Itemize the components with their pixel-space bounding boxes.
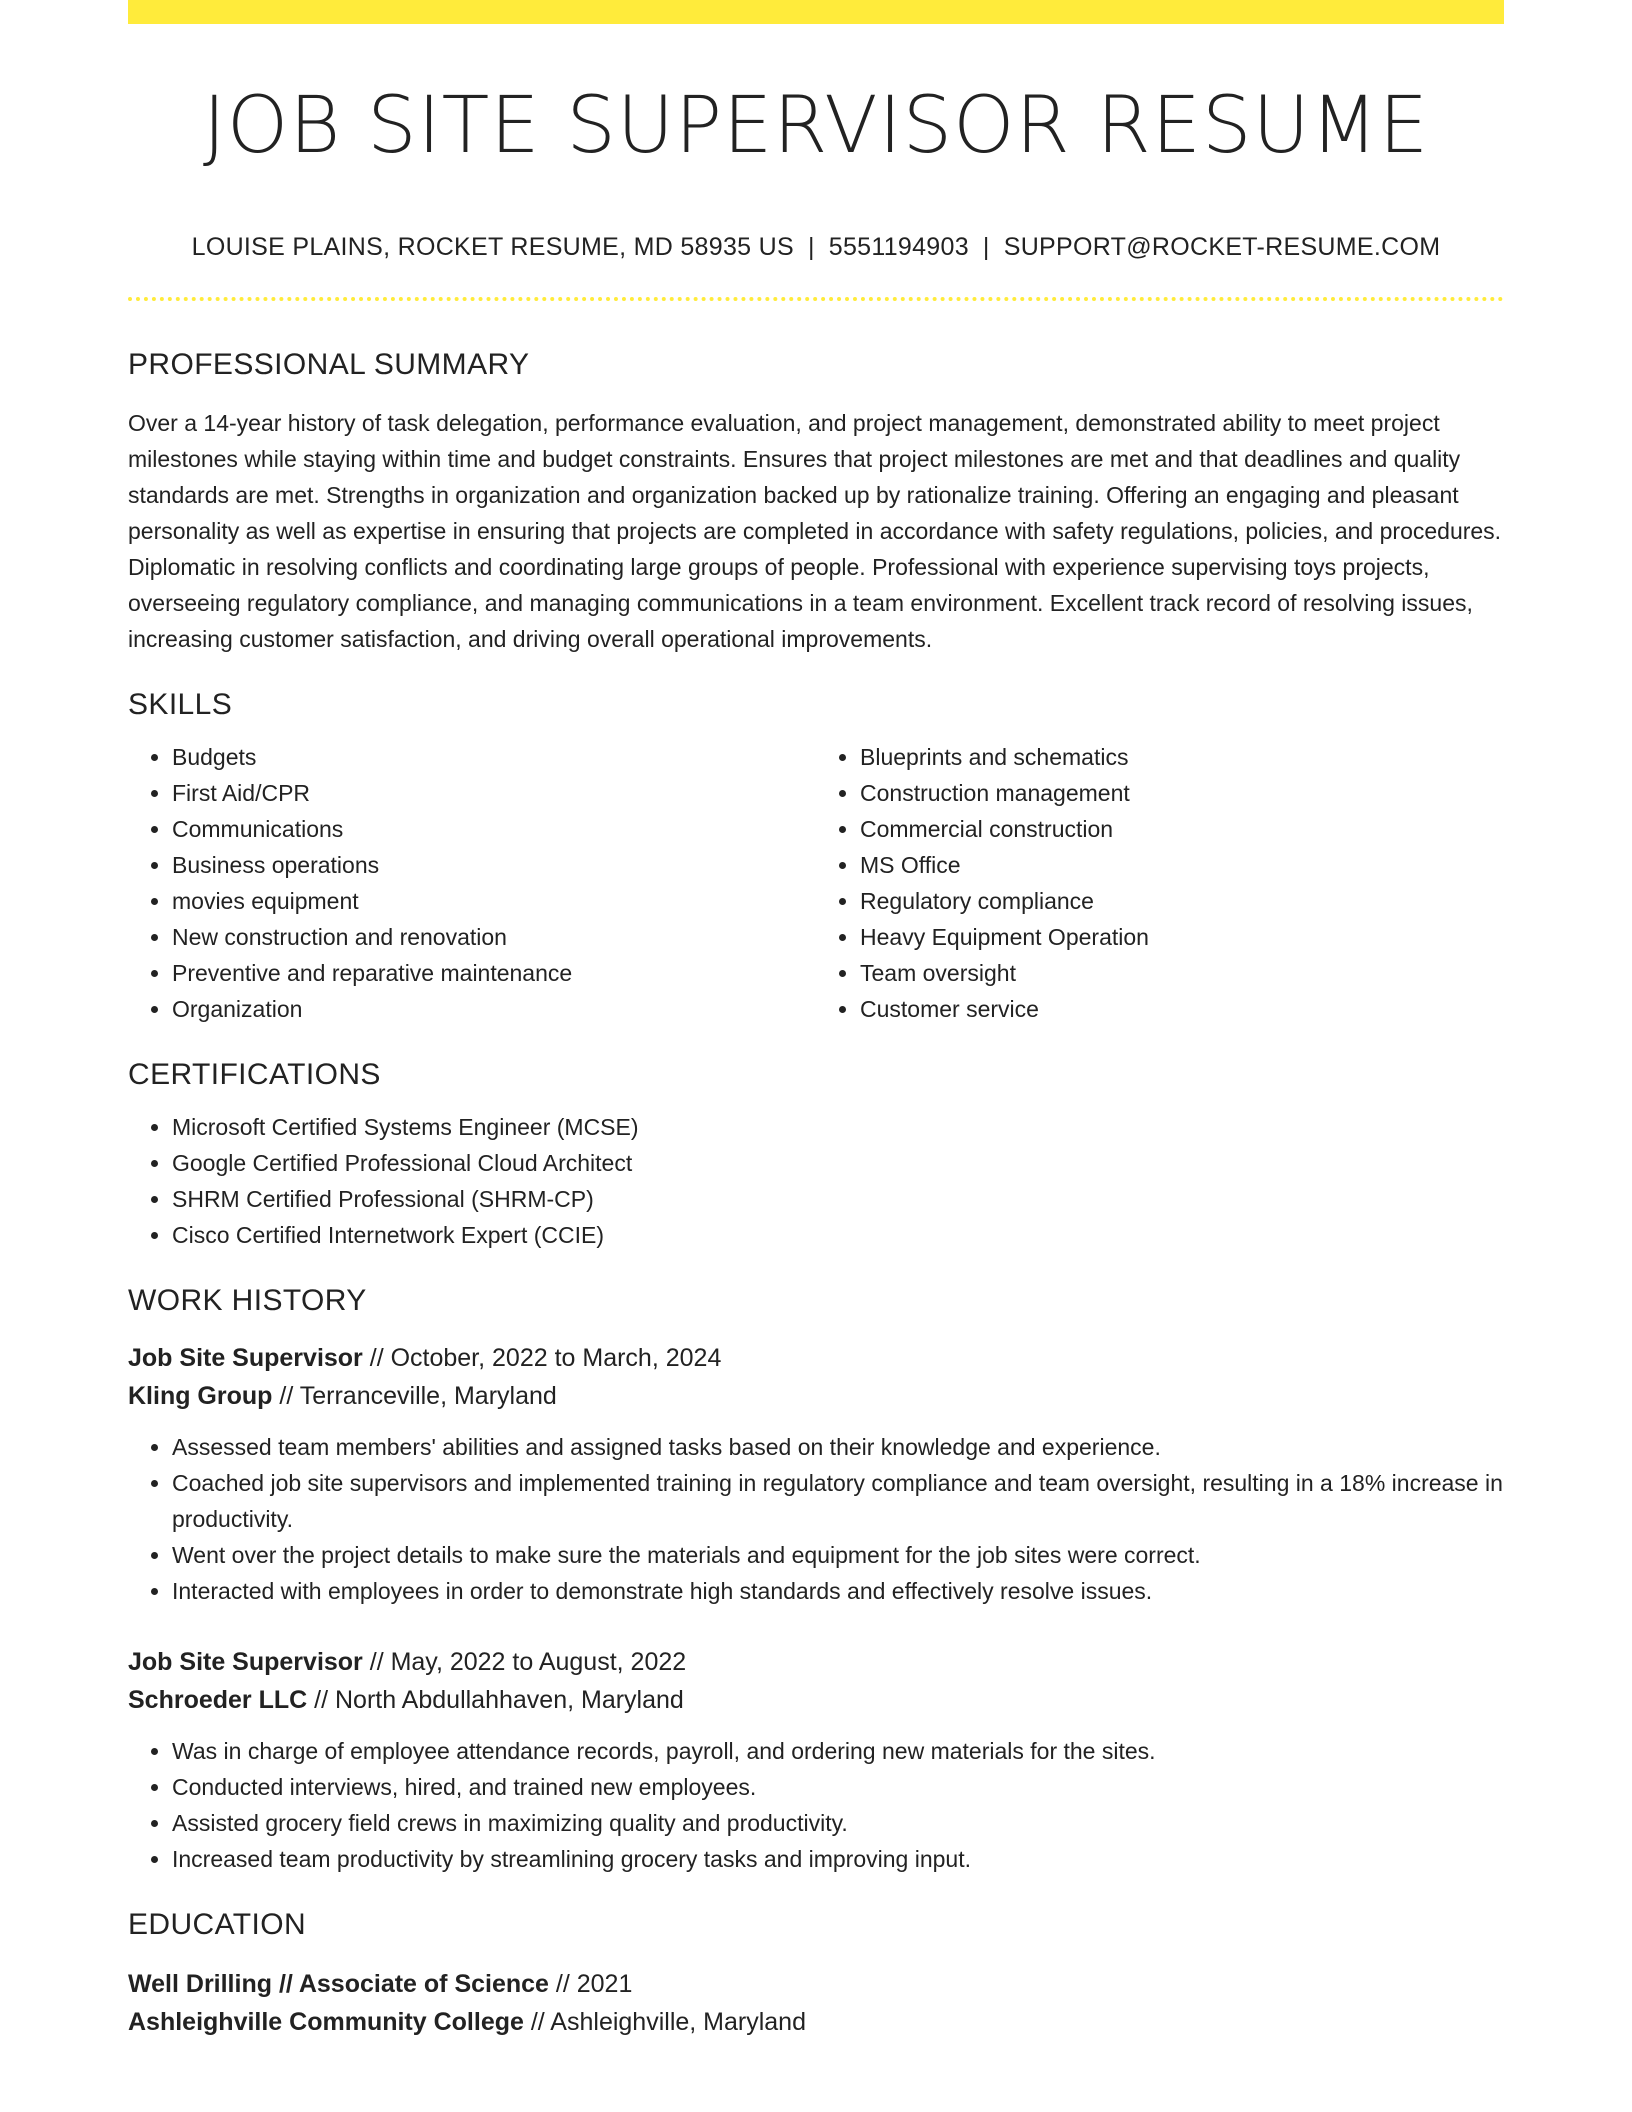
- certification-item: • Cisco Certified Internetwork Expert (CCIE): [172, 1217, 1504, 1253]
- job-dates: // October, 2022 to March, 2024: [362, 1343, 722, 1372]
- section-title-skills: SKILLS: [128, 687, 233, 721]
- job-duty-item: • Assisted grocery field crews in maximizing quality and productivity.: [172, 1805, 1504, 1841]
- job-duty-item: • Was in charge of employee attendance records, payroll, and ordering new materials for the sites.: [172, 1733, 1504, 1769]
- education-degree-line: [128, 1965, 1504, 2003]
- job-company-line: [128, 1681, 1504, 1719]
- contact-address: LOUISE PLAINS, ROCKET RESUME, MD 58935 US: [191, 232, 794, 261]
- job-company: Schroeder LLC: [128, 1685, 308, 1714]
- education-entry: [128, 1965, 1504, 2041]
- job-title: Job Site Supervisor: [128, 1343, 363, 1372]
- job-duties-list: [128, 1429, 1504, 1609]
- job-duty-item: • Went over the project details to make sure the materials and equipment for the job sites were correct.: [172, 1537, 1504, 1573]
- section-title-certifications: CERTIFICATIONS: [128, 1057, 381, 1091]
- skill-item: • MS Office: [860, 847, 1504, 883]
- job-header: [128, 1643, 1504, 1719]
- contact-line: [128, 232, 1504, 262]
- dotted-divider: [128, 297, 1504, 301]
- job-dates: // May, 2022 to August, 2022: [362, 1647, 687, 1676]
- skill-item: • movies equipment: [172, 883, 816, 919]
- job-title-line: [128, 1339, 1504, 1377]
- skill-item: • First Aid/CPR: [172, 775, 816, 811]
- education-year: // 2021: [548, 1969, 633, 1998]
- section-title-work-history: WORK HISTORY: [128, 1283, 367, 1317]
- skill-item: • Business operations: [172, 847, 816, 883]
- skill-item: • Construction management: [860, 775, 1504, 811]
- skill-item: • Regulatory compliance: [860, 883, 1504, 919]
- job-duty-item: • Increased team productivity by streamlining grocery tasks and improving input.: [172, 1841, 1504, 1877]
- job-duty-item: • Interacted with employees in order to demonstrate high standards and effectively resolve issues.: [172, 1573, 1504, 1609]
- summary-paragraph: Over a 14-year history of task delegation, performance evaluation, and project management, demonstrated ability to meet project milestones while staying within time and budget constraints. Ensures that project milestones are met and that deadlines and quality standards are met. Strengths in organization and organization backed up by rationalize training. Offering an engaging and pleasant personality as well as expertise in ensuring that projects are completed in accordance with safety regulations, policies, and procedures. Diplomatic in resolving conflicts and coordinating large groups of people. Professional with experience supervising toys projects, overseeing regulatory compliance, and managing communications in a team environment. Excellent track record of resolving issues, increasing customer satisfaction, and driving overall operational improvements.: [128, 409, 1502, 652]
- education-school: Ashleighville Community College: [128, 2007, 524, 2036]
- education-degree: Well Drilling // Associate of Science: [128, 1969, 549, 1998]
- education-location: // Ashleighville, Maryland: [523, 2007, 806, 2036]
- skills-list-left: [128, 739, 816, 1027]
- top-accent-bar: [128, 0, 1504, 24]
- job-title: Job Site Supervisor: [128, 1647, 363, 1676]
- skill-item: • Preventive and reparative maintenance: [172, 955, 816, 991]
- skill-item: • Blueprints and schematics: [860, 739, 1504, 775]
- job-duty-item: • Coached job site supervisors and implemented training in regulatory compliance and team oversight, resulting in a 18% increase in productivity.: [172, 1465, 1504, 1537]
- skill-item: • Organization: [172, 991, 816, 1027]
- certification-item: • Microsoft Certified Systems Engineer (MCSE): [172, 1109, 1504, 1145]
- job-company: Kling Group: [128, 1381, 273, 1410]
- skill-item: • Communications: [172, 811, 816, 847]
- skill-item: • Customer service: [860, 991, 1504, 1027]
- skills-list-right: [816, 739, 1504, 1027]
- certifications-list: [128, 1109, 1504, 1253]
- section-title-education: EDUCATION: [128, 1907, 307, 1941]
- education-school-line: [128, 2003, 1504, 2041]
- job-duties-list: [128, 1733, 1504, 1877]
- job-duty-item: • Conducted interviews, hired, and trained new employees.: [172, 1769, 1504, 1805]
- section-title-summary: PROFESSIONAL SUMMARY: [128, 347, 530, 381]
- job-title-line: [128, 1643, 1504, 1681]
- skill-item: • Heavy Equipment Operation: [860, 919, 1504, 955]
- resume-title: JOB SITE SUPERVISOR RESUME: [202, 81, 1430, 171]
- job-location: // North Abdullahhaven, Maryland: [307, 1685, 684, 1714]
- skill-item: • Team oversight: [860, 955, 1504, 991]
- job-location: // Terranceville, Maryland: [272, 1381, 557, 1410]
- contact-separator: |: [982, 232, 990, 261]
- job-header: [128, 1339, 1504, 1415]
- contact-phone: 5551194903: [828, 232, 969, 261]
- job-company-line: [128, 1377, 1504, 1415]
- skills-columns: [128, 739, 1504, 1027]
- contact-email: SUPPORT@ROCKET-RESUME.COM: [1003, 232, 1441, 261]
- job-duty-item: • Assessed team members' abilities and assigned tasks based on their knowledge and experience.: [172, 1429, 1504, 1465]
- certification-item: • Google Certified Professional Cloud Architect: [172, 1145, 1504, 1181]
- contact-separator: |: [807, 232, 815, 261]
- skill-item: • Commercial construction: [860, 811, 1504, 847]
- skill-item: • New construction and renovation: [172, 919, 816, 955]
- certification-item: • SHRM Certified Professional (SHRM-CP): [172, 1181, 1504, 1217]
- skill-item: • Budgets: [172, 739, 816, 775]
- resume-page: [128, 0, 1504, 2041]
